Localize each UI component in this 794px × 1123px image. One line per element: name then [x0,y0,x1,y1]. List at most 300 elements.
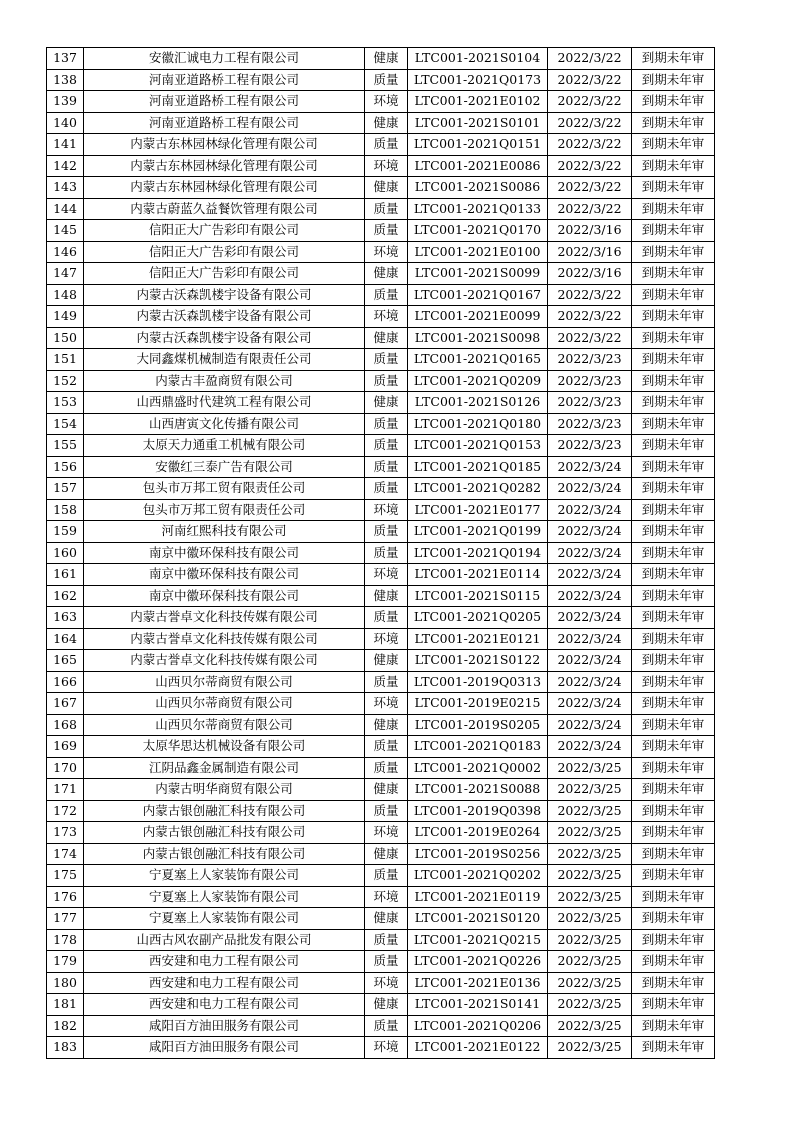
expiry-date: 2022/3/23 [548,370,632,392]
expiry-date: 2022/3/22 [548,177,632,199]
row-number: 172 [47,800,84,822]
table-row [47,736,715,758]
expiry-date: 2022/3/24 [548,478,632,500]
system-type: 质量 [365,69,408,91]
row-number: 148 [47,284,84,306]
status: 到期未年审 [632,456,715,478]
certificate-number: LTC001-2021S0086 [408,177,548,199]
system-type: 环境 [365,1037,408,1059]
certificate-number: LTC001-2021E0121 [408,628,548,650]
table-row [47,693,715,715]
company-name: 河南红熙科技有限公司 [84,521,365,543]
company-name: 太原华思达机械设备有限公司 [84,736,365,758]
expiry-date: 2022/3/24 [548,456,632,478]
certificate-number: LTC001-2021Q0205 [408,607,548,629]
system-type: 健康 [365,994,408,1016]
row-number: 183 [47,1037,84,1059]
status: 到期未年审 [632,413,715,435]
status: 到期未年审 [632,650,715,672]
row-number: 159 [47,521,84,543]
certificate-number: LTC001-2021Q0183 [408,736,548,758]
system-type: 健康 [365,650,408,672]
row-number: 175 [47,865,84,887]
row-number: 140 [47,112,84,134]
row-number: 158 [47,499,84,521]
certificate-number: LTC001-2021Q0180 [408,413,548,435]
certificate-number: LTC001-2021E0086 [408,155,548,177]
company-name: 山西鼎盛时代建筑工程有限公司 [84,392,365,414]
certificate-number: LTC001-2021S0104 [408,48,548,70]
expiry-date: 2022/3/22 [548,48,632,70]
expiry-date: 2022/3/25 [548,886,632,908]
row-number: 156 [47,456,84,478]
certificate-number: LTC001-2019E0264 [408,822,548,844]
table-row [47,757,715,779]
company-name: 信阳正大广告彩印有限公司 [84,241,365,263]
expiry-date: 2022/3/22 [548,198,632,220]
system-type: 健康 [365,392,408,414]
status: 到期未年审 [632,693,715,715]
expiry-date: 2022/3/23 [548,392,632,414]
row-number: 163 [47,607,84,629]
company-name: 西安建和电力工程有限公司 [84,972,365,994]
company-name: 内蒙古银创融汇科技有限公司 [84,822,365,844]
system-type: 环境 [365,564,408,586]
row-number: 145 [47,220,84,242]
status: 到期未年审 [632,714,715,736]
certificate-number: LTC001-2021E0100 [408,241,548,263]
status: 到期未年审 [632,327,715,349]
system-type: 环境 [365,822,408,844]
status: 到期未年审 [632,284,715,306]
certificate-number: LTC001-2021S0120 [408,908,548,930]
system-type: 质量 [365,456,408,478]
expiry-date: 2022/3/22 [548,69,632,91]
table-row [47,284,715,306]
expiry-date: 2022/3/23 [548,435,632,457]
expiry-date: 2022/3/25 [548,1037,632,1059]
company-name: 山西古风农副产品批发有限公司 [84,929,365,951]
table-row [47,800,715,822]
table-row [47,91,715,113]
company-name: 信阳正大广告彩印有限公司 [84,263,365,285]
table-row [47,48,715,70]
company-name: 西安建和电力工程有限公司 [84,951,365,973]
certificate-number: LTC001-2021E0119 [408,886,548,908]
status: 到期未年审 [632,91,715,113]
table-row [47,478,715,500]
system-type: 质量 [365,435,408,457]
expiry-date: 2022/3/23 [548,349,632,371]
status: 到期未年审 [632,435,715,457]
company-name: 山西贝尔蒂商贸有限公司 [84,714,365,736]
expiry-date: 2022/3/16 [548,263,632,285]
table-row [47,1037,715,1059]
system-type: 质量 [365,521,408,543]
expiry-date: 2022/3/24 [548,564,632,586]
table-row [47,671,715,693]
system-type: 环境 [365,972,408,994]
row-number: 153 [47,392,84,414]
status: 到期未年审 [632,972,715,994]
company-name: 内蒙古誉卓文化科技传媒有限公司 [84,607,365,629]
certificate-number: LTC001-2021Q0153 [408,435,548,457]
table-row [47,1015,715,1037]
expiry-date: 2022/3/22 [548,155,632,177]
system-type: 质量 [365,671,408,693]
status: 到期未年审 [632,370,715,392]
system-type: 质量 [365,736,408,758]
certificate-number: LTC001-2019Q0398 [408,800,548,822]
system-type: 环境 [365,91,408,113]
company-name: 内蒙古沃森凯楼宇设备有限公司 [84,284,365,306]
status: 到期未年审 [632,306,715,328]
certificate-number: LTC001-2021Q0165 [408,349,548,371]
company-name: 山西贝尔蒂商贸有限公司 [84,671,365,693]
company-name: 安徽汇诚电力工程有限公司 [84,48,365,70]
certificate-number: LTC001-2019E0215 [408,693,548,715]
expiry-date: 2022/3/25 [548,951,632,973]
expiry-date: 2022/3/25 [548,908,632,930]
system-type: 质量 [365,284,408,306]
certificate-number: LTC001-2021S0141 [408,994,548,1016]
company-name: 太原天力通重工机械有限公司 [84,435,365,457]
expiry-date: 2022/3/25 [548,800,632,822]
company-name: 内蒙古誉卓文化科技传媒有限公司 [84,650,365,672]
row-number: 167 [47,693,84,715]
table-row [47,843,715,865]
table-row [47,564,715,586]
table-row [47,220,715,242]
certificate-number: LTC001-2021Q0194 [408,542,548,564]
row-number: 157 [47,478,84,500]
expiry-date: 2022/3/24 [548,714,632,736]
system-type: 质量 [365,349,408,371]
company-name: 大同鑫煤机械制造有限责任公司 [84,349,365,371]
table-row [47,134,715,156]
table-row [47,929,715,951]
table-row [47,327,715,349]
row-number: 154 [47,413,84,435]
row-number: 174 [47,843,84,865]
system-type: 质量 [365,800,408,822]
status: 到期未年审 [632,628,715,650]
row-number: 173 [47,822,84,844]
certificate-number: LTC001-2021Q0002 [408,757,548,779]
row-number: 164 [47,628,84,650]
row-number: 142 [47,155,84,177]
system-type: 环境 [365,886,408,908]
table-row [47,306,715,328]
table-row [47,263,715,285]
system-type: 质量 [365,1015,408,1037]
row-number: 143 [47,177,84,199]
row-number: 155 [47,435,84,457]
company-name: 内蒙古东林园林绿化管理有限公司 [84,134,365,156]
company-name: 内蒙古东林园林绿化管理有限公司 [84,155,365,177]
system-type: 质量 [365,198,408,220]
system-type: 质量 [365,865,408,887]
row-number: 150 [47,327,84,349]
certificate-number: LTC001-2021E0177 [408,499,548,521]
company-name: 宁夏塞上人家装饰有限公司 [84,908,365,930]
certificate-number: LTC001-2021S0122 [408,650,548,672]
row-number: 160 [47,542,84,564]
expiry-date: 2022/3/22 [548,327,632,349]
certificate-number: LTC001-2019Q0313 [408,671,548,693]
status: 到期未年审 [632,263,715,285]
expiry-date: 2022/3/25 [548,843,632,865]
status: 到期未年审 [632,1037,715,1059]
certificate-number: LTC001-2021Q0170 [408,220,548,242]
table-row [47,886,715,908]
table-row [47,349,715,371]
status: 到期未年审 [632,48,715,70]
expiry-date: 2022/3/16 [548,241,632,263]
row-number: 149 [47,306,84,328]
system-type: 健康 [365,908,408,930]
company-name: 信阳正大广告彩印有限公司 [84,220,365,242]
table-row [47,714,715,736]
status: 到期未年审 [632,478,715,500]
status: 到期未年审 [632,69,715,91]
system-type: 环境 [365,628,408,650]
company-name: 西安建和电力工程有限公司 [84,994,365,1016]
status: 到期未年审 [632,177,715,199]
system-type: 环境 [365,241,408,263]
certificate-number: LTC001-2021E0099 [408,306,548,328]
company-name: 内蒙古丰盈商贸有限公司 [84,370,365,392]
expiry-date: 2022/3/22 [548,134,632,156]
status: 到期未年审 [632,951,715,973]
expiry-date: 2022/3/22 [548,91,632,113]
status: 到期未年审 [632,908,715,930]
table-row [47,177,715,199]
row-number: 152 [47,370,84,392]
company-name: 内蒙古银创融汇科技有限公司 [84,843,365,865]
company-name: 江阴品鑫金属制造有限公司 [84,757,365,779]
system-type: 质量 [365,370,408,392]
status: 到期未年审 [632,843,715,865]
company-name: 包头市万邦工贸有限责任公司 [84,478,365,500]
certificate-number: LTC001-2019S0256 [408,843,548,865]
row-number: 168 [47,714,84,736]
system-type: 健康 [365,585,408,607]
status: 到期未年审 [632,134,715,156]
company-name: 南京中徽环保科技有限公司 [84,542,365,564]
system-type: 质量 [365,929,408,951]
status: 到期未年审 [632,155,715,177]
table-row [47,499,715,521]
row-number: 176 [47,886,84,908]
expiry-date: 2022/3/24 [548,693,632,715]
status: 到期未年审 [632,349,715,371]
company-name: 南京中徽环保科技有限公司 [84,585,365,607]
expiry-date: 2022/3/24 [548,499,632,521]
table-row [47,241,715,263]
table-row [47,607,715,629]
system-type: 质量 [365,757,408,779]
table-row [47,865,715,887]
certificate-number: LTC001-2021Q0167 [408,284,548,306]
certificate-number: LTC001-2021S0115 [408,585,548,607]
expiry-date: 2022/3/22 [548,284,632,306]
company-name: 内蒙古银创融汇科技有限公司 [84,800,365,822]
table-row [47,994,715,1016]
row-number: 162 [47,585,84,607]
certificate-number: LTC001-2021Q0173 [408,69,548,91]
expiry-date: 2022/3/25 [548,779,632,801]
row-number: 177 [47,908,84,930]
certificate-number: LTC001-2021Q0199 [408,521,548,543]
certificate-number: LTC001-2021E0102 [408,91,548,113]
company-name: 内蒙古沃森凯楼宇设备有限公司 [84,327,365,349]
expiry-date: 2022/3/24 [548,585,632,607]
expiry-date: 2022/3/25 [548,1015,632,1037]
status: 到期未年审 [632,865,715,887]
status: 到期未年审 [632,994,715,1016]
table-row [47,779,715,801]
certificate-number: LTC001-2021S0088 [408,779,548,801]
certificate-number: LTC001-2021S0101 [408,112,548,134]
expiry-date: 2022/3/25 [548,994,632,1016]
status: 到期未年审 [632,564,715,586]
expiry-date: 2022/3/24 [548,521,632,543]
expiry-date: 2022/3/23 [548,413,632,435]
table-row [47,585,715,607]
status: 到期未年审 [632,521,715,543]
certificate-number: LTC001-2021Q0226 [408,951,548,973]
table-row [47,972,715,994]
system-type: 质量 [365,607,408,629]
table-row [47,650,715,672]
certificate-number: LTC001-2021Q0206 [408,1015,548,1037]
system-type: 质量 [365,134,408,156]
company-name: 内蒙古明华商贸有限公司 [84,779,365,801]
certificate-number: LTC001-2021E0114 [408,564,548,586]
table-row [47,155,715,177]
company-name: 河南亚道路桥工程有限公司 [84,91,365,113]
status: 到期未年审 [632,241,715,263]
system-type: 质量 [365,478,408,500]
status: 到期未年审 [632,542,715,564]
table-row [47,69,715,91]
expiry-date: 2022/3/16 [548,220,632,242]
system-type: 环境 [365,155,408,177]
status: 到期未年审 [632,1015,715,1037]
system-type: 健康 [365,112,408,134]
row-number: 170 [47,757,84,779]
table-row [47,908,715,930]
table-row [47,542,715,564]
row-number: 181 [47,994,84,1016]
system-type: 健康 [365,48,408,70]
certificate-number: LTC001-2021Q0185 [408,456,548,478]
system-type: 环境 [365,499,408,521]
certificate-number: LTC001-2021Q0202 [408,865,548,887]
status: 到期未年审 [632,736,715,758]
company-name: 河南亚道路桥工程有限公司 [84,69,365,91]
system-type: 健康 [365,263,408,285]
certificate-table-body [47,48,715,1059]
system-type: 健康 [365,327,408,349]
status: 到期未年审 [632,671,715,693]
expiry-date: 2022/3/24 [548,671,632,693]
expiry-date: 2022/3/25 [548,865,632,887]
company-name: 山西贝尔蒂商贸有限公司 [84,693,365,715]
row-number: 141 [47,134,84,156]
company-name: 宁夏塞上人家装饰有限公司 [84,886,365,908]
row-number: 144 [47,198,84,220]
table-row [47,435,715,457]
table-row [47,370,715,392]
company-name: 包头市万邦工贸有限责任公司 [84,499,365,521]
expiry-date: 2022/3/22 [548,112,632,134]
certificate-number: LTC001-2021Q0215 [408,929,548,951]
status: 到期未年审 [632,198,715,220]
row-number: 182 [47,1015,84,1037]
status: 到期未年审 [632,499,715,521]
certificate-number: LTC001-2019S0205 [408,714,548,736]
company-name: 内蒙古沃森凯楼宇设备有限公司 [84,306,365,328]
system-type: 健康 [365,843,408,865]
certificate-number: LTC001-2021Q0133 [408,198,548,220]
expiry-date: 2022/3/25 [548,929,632,951]
company-name: 内蒙古东林园林绿化管理有限公司 [84,177,365,199]
row-number: 165 [47,650,84,672]
certificate-number: LTC001-2021S0099 [408,263,548,285]
status: 到期未年审 [632,822,715,844]
certificate-number: LTC001-2021S0126 [408,392,548,414]
system-type: 质量 [365,542,408,564]
system-type: 健康 [365,177,408,199]
certificate-number: LTC001-2021E0122 [408,1037,548,1059]
system-type: 环境 [365,306,408,328]
expiry-date: 2022/3/24 [548,607,632,629]
row-number: 166 [47,671,84,693]
expiry-date: 2022/3/24 [548,628,632,650]
expiry-date: 2022/3/22 [548,306,632,328]
status: 到期未年审 [632,220,715,242]
company-name: 南京中徽环保科技有限公司 [84,564,365,586]
expiry-date: 2022/3/24 [548,542,632,564]
expiry-date: 2022/3/25 [548,822,632,844]
expiry-date: 2022/3/24 [548,650,632,672]
table-row [47,112,715,134]
company-name: 宁夏塞上人家装饰有限公司 [84,865,365,887]
status: 到期未年审 [632,886,715,908]
table-row [47,456,715,478]
table-row [47,951,715,973]
expiry-date: 2022/3/25 [548,972,632,994]
table-row [47,521,715,543]
certificate-number: LTC001-2021Q0209 [408,370,548,392]
company-name: 咸阳百方油田服务有限公司 [84,1037,365,1059]
row-number: 147 [47,263,84,285]
status: 到期未年审 [632,757,715,779]
system-type: 质量 [365,220,408,242]
company-name: 内蒙古誉卓文化科技传媒有限公司 [84,628,365,650]
certificate-table [46,47,715,1059]
status: 到期未年审 [632,392,715,414]
certificate-number: LTC001-2021Q0282 [408,478,548,500]
status: 到期未年审 [632,112,715,134]
row-number: 169 [47,736,84,758]
status: 到期未年审 [632,800,715,822]
expiry-date: 2022/3/24 [548,736,632,758]
status: 到期未年审 [632,585,715,607]
table-row [47,198,715,220]
